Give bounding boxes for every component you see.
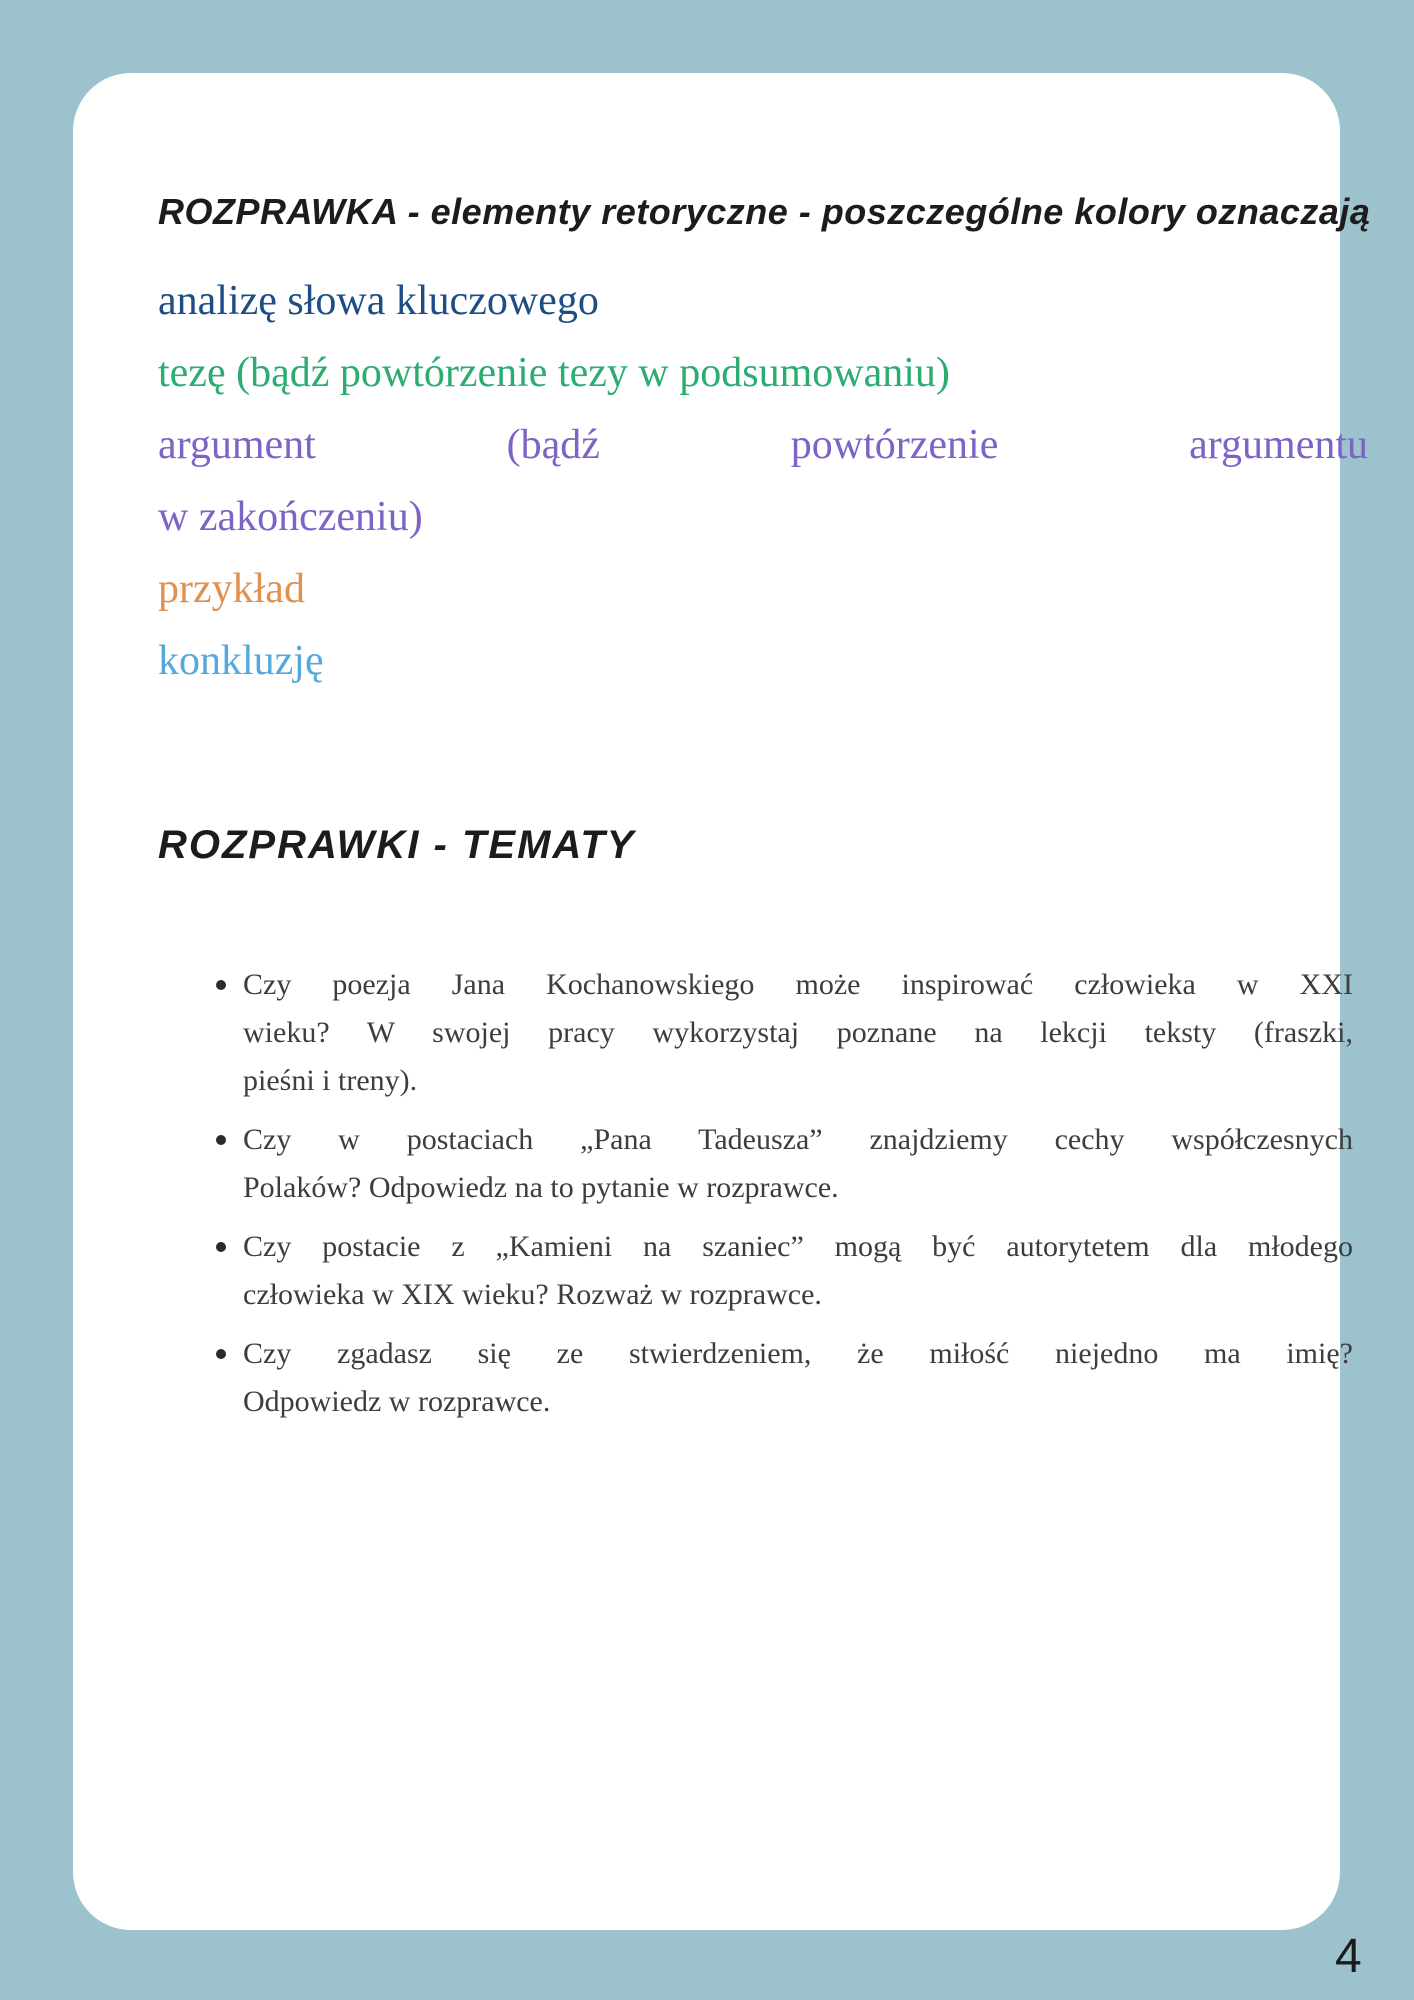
list-item: [243, 961, 1353, 1105]
legend-item-analiza: analizę słowa kluczowego: [158, 278, 599, 324]
list-item: [243, 1116, 1353, 1212]
legend-item-argument-line2: w zakończeniu): [158, 494, 423, 540]
legend-item-teza: tezę (bądź powtórzenie tezy w podsumowaniu): [158, 350, 950, 396]
bullet-icon: [216, 980, 226, 990]
legend-item-argument-line1: argument (bądź powtórzenie argumentu: [158, 422, 1368, 468]
bullet-icon: [216, 1242, 226, 1252]
page-number: 4: [1335, 1930, 1362, 1983]
page-title: ROZPRAWKA - elementy retoryczne - poszczególne kolory oznaczają: [158, 191, 1371, 232]
topic-text-line: Czy poezja Jana Kochanowskiego może inspirować człowieka w XXI: [243, 968, 1353, 1001]
legend-item-konkluzja: konkluzję: [158, 638, 324, 684]
topic-text-line: Polaków? Odpowiedz na to pytanie w rozprawce.: [243, 1171, 839, 1204]
topic-text-line: Czy w postaciach „Pana Tadeusza” znajdziemy cechy współczesnych: [243, 1123, 1353, 1156]
topics-list: [243, 961, 1353, 1437]
topic-text-line: Czy postacie z „Kamieni na szaniec” mogą być autorytetem dla młodego: [243, 1230, 1353, 1263]
page-card: [73, 73, 1371, 1983]
topic-text-line: wieku? W swojej pracy wykorzystaj poznane na lekcji teksty (fraszki,: [243, 1016, 1353, 1049]
bullet-icon: [216, 1349, 226, 1359]
topic-text-line: Czy zgadasz się ze stwierdzeniem, że miłość niejedno ma imię?: [243, 1337, 1353, 1370]
list-item: [243, 1330, 1353, 1426]
topics-heading: ROZPRAWKI - TEMATY: [158, 823, 636, 867]
topic-text-line: człowieka w XIX wieku? Rozważ w rozprawce.: [243, 1278, 822, 1311]
bullet-icon: [216, 1135, 226, 1145]
legend-item-przyklad: przykład: [158, 566, 305, 612]
topic-text-line: Odpowiedz w rozprawce.: [243, 1385, 551, 1418]
topic-text-line: pieśni i treny).: [243, 1064, 418, 1097]
color-legend: [158, 265, 1368, 697]
list-item: [243, 1223, 1353, 1319]
